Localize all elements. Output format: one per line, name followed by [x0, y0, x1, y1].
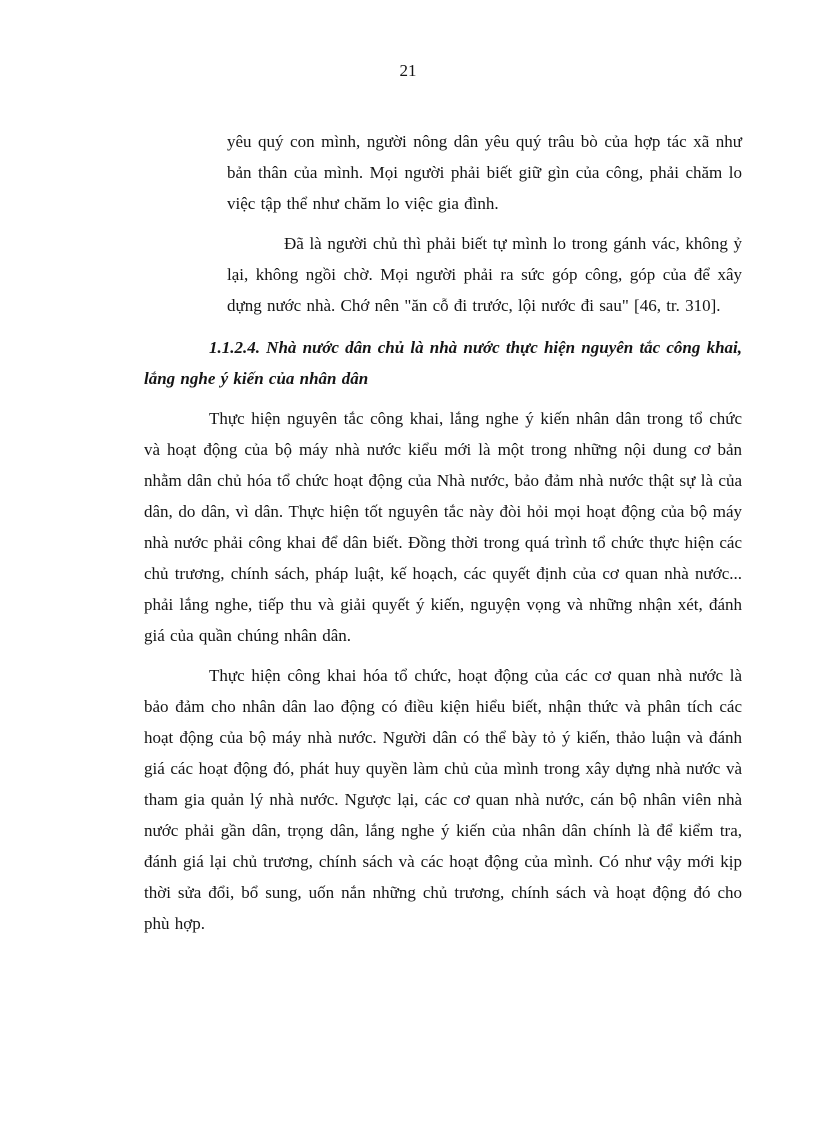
- page-content: [144, 126, 742, 939]
- quote-paragraph-continuation: yêu quý con mình, người nông dân yêu quý trâu bò của hợp tác xã như bản thân của mình. Mọi người phải biết giữ gìn của công, phải chăm lo việc tập thể như chăm lo việc gia đình.: [227, 132, 742, 213]
- body-paragraph: Thực hiện nguyên tắc công khai, lắng nghe ý kiến nhân dân trong tổ chức và hoạt động của bộ máy nhà nước kiểu mới là một trong những nội dung cơ bản nhằm dân chủ hóa tổ chức hoạt động của Nhà nước, bảo đảm nhà nước thật sự là của dân, do dân, vì dân. Thực hiện tốt nguyên tắc này đòi hỏi mọi hoạt động của bộ máy nhà nước phải công khai để dân biết. Đồng thời trong quá trình tổ chức thực hiện các chủ trương, chính sách, pháp luật, kế hoạch, các quyết định của cơ quan nhà nước... phải lắng nghe, tiếp thu và giải quyết ý kiến, nguyện vọng và những nhận xét, đánh giá của quần chúng nhân dân.: [144, 409, 742, 645]
- page-number: 21: [399, 61, 417, 80]
- body-paragraph: Thực hiện công khai hóa tổ chức, hoạt động của các cơ quan nhà nước là bảo đảm cho nhân dân lao động có điều kiện hiểu biết, nhận thức và phân tích các hoạt động của bộ máy nhà nước. Người dân có thể bày tỏ ý kiến, thảo luận và đánh giá các hoạt động đó, phát huy quyền làm chủ của mình trong xây dựng nhà nước và tham gia quản lý nhà nước. Ngược lại, các cơ quan nhà nước, cán bộ nhân viên nhà nước phải gần dân, trọng dân, lắng nghe ý kiến của nhân dân chính là để kiểm tra, đánh giá lại chủ trương, chính sách và các hoạt động của mình. Có như vậy mới kịp thời sửa đổi, bổ sung, uốn nắn những chủ trương, chính sách và hoạt động đó cho phù hợp.: [144, 666, 742, 933]
- section-heading: 1.1.2.4. Nhà nước dân chủ là nhà nước thực hiện nguyên tắc công khai, lắng nghe ý kiến của nhân dân: [144, 338, 742, 388]
- quote-paragraph: Đã là người chủ thì phải biết tự mình lo trong gánh vác, không ỷ lại, không ngồi chờ. Mọi người phải ra sức góp công, góp của để xây dựng nước nhà. Chớ nên "ăn cỗ đi trước, lội nước đi sau" [46, tr. 310].: [227, 234, 742, 315]
